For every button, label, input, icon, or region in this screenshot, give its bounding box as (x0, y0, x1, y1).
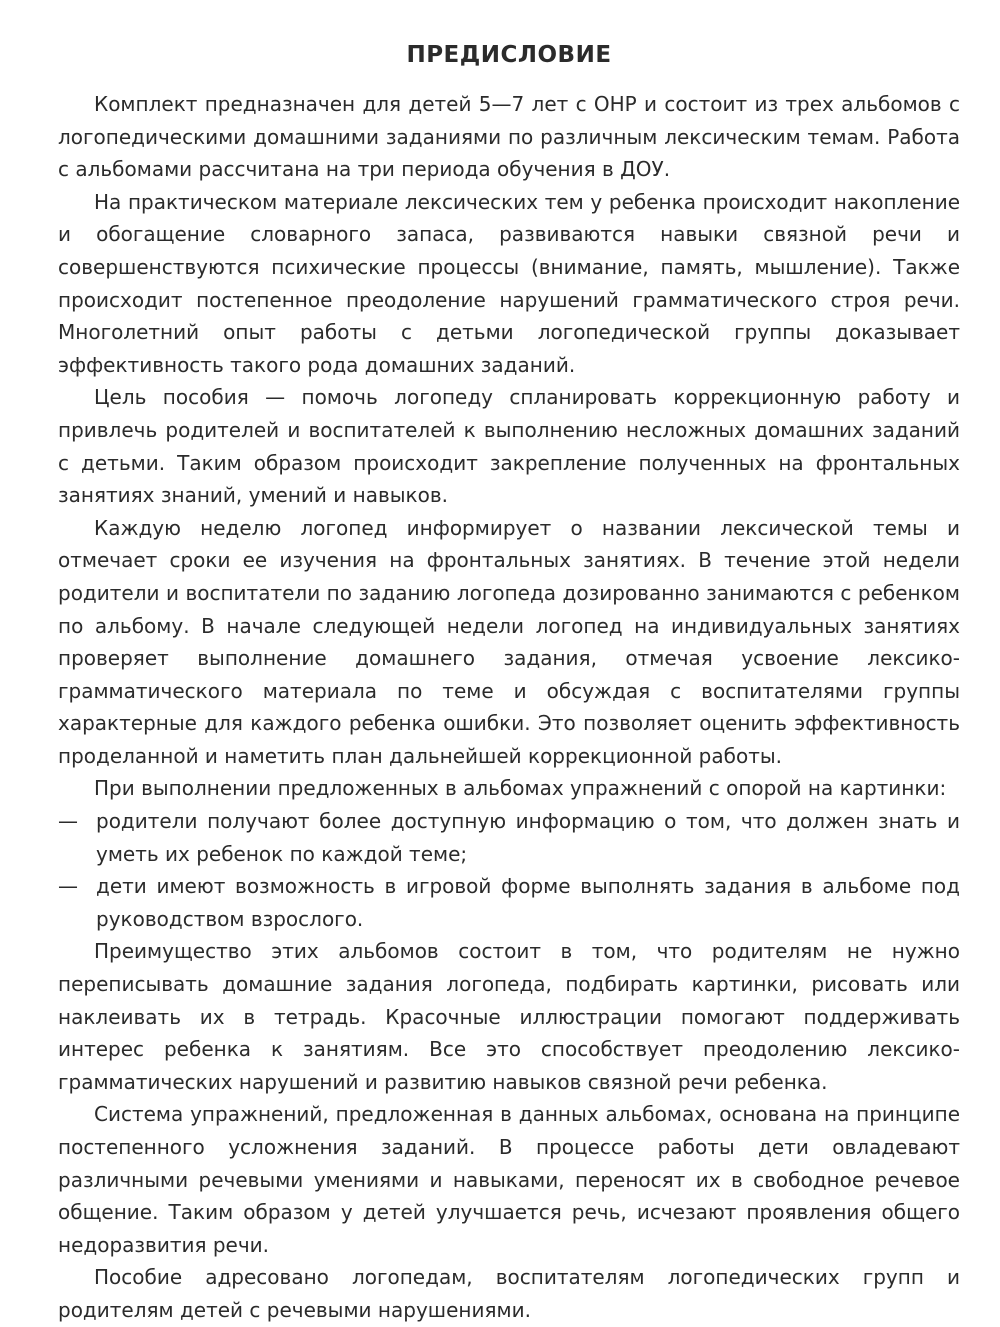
paragraph-vocabulary: На практическом материале лексических тем у ребенка происходит накопление и обогащение словарного запаса, развиваются навыки связной речи и совершенствуются психические процессы (внимание, память, мышление). Также происходит постепенное преодоление нарушений грамматического строя речи. Многолетний опыт работы с детьми логопедической группы доказывает эффективность такого рода домашних заданий. (58, 189, 960, 377)
paragraph-audience: Пособие адресовано логопедам, воспитателям логопедических групп и родителям детей с речевыми нарушениями. (58, 1265, 960, 1322)
paragraph-system: Система упражнений, предложенная в данных альбомах, основана на принципе постепенного усложнения заданий. В процессе работы дети овладевают различными речевыми умениями и навыками, переносят их в свободное речевое общение. Таким образом у детей улучшается речь, исчезают проявления общего недоразвития речи. (58, 1102, 960, 1257)
list-dash: — (58, 809, 78, 834)
paragraph-intro: Комплект предназначен для детей 5—7 лет с ОНР и состоит из трех альбомов с логопедическими домашними заданиями по различным лексическим темам. Работа с альбомами рассчитана на три периода обучения в ДОУ. (58, 92, 960, 182)
paragraph-advantage: Преимущество этих альбомов состоит в том, что родителям не нужно переписывать домашние задания логопеда, подбирать картинки, рисовать или наклеивать их в тетрадь. Красочные иллюстрации помогают поддерживать интерес ребенка к занятиям. Все это способствует преодолению лексико-грамматических нарушений и развитию навыков связной речи ребенка. (58, 939, 960, 1094)
paragraph-list-intro: При выполнении предложенных в альбомах упражнений с опорой на картинки: (94, 776, 947, 801)
paragraph-weekly-process: Каждую неделю логопед информирует о названии лексической темы и отмечает сроки ее изучения на фронтальных занятиях. В течение этой недели родители и воспитатели по заданию логопеда дозированно занимаются с ребенком по альбому. В начале следующей недели логопед на индивидуальных занятиях проверяет выполнение домашнего задания, отмечая усвоение лексико-грамматического материала по теме и обсуждая с воспитателями группы характерные для каждого ребенка ошибки. Это позволяет оценить эффективность проделанной и наметить план дальнейшей коррекционной работы. (58, 515, 960, 768)
list-item (58, 805, 960, 870)
list-item (58, 870, 960, 935)
list-item-text: родители получают более доступную информацию о том, что должен знать и уметь их ребенок по каждой теме; (96, 809, 960, 866)
page-title: ПРЕДИСЛОВИЕ (406, 42, 612, 68)
document-page (58, 40, 960, 1327)
paragraph-goal: Цель пособия — помочь логопеду спланировать коррекционную работу и привлечь родителей и воспитателей к выполнению несложных домашних заданий с детьми. Таким образом происходит закрепление полученных на фронтальных занятиях знаний, умений и навыков. (58, 385, 960, 508)
list-item-text: дети имеют возможность в игровой форме выполнять задания в альбоме под руководством взрослого. (96, 874, 960, 931)
benefits-list (58, 805, 960, 935)
list-dash: — (58, 874, 78, 899)
